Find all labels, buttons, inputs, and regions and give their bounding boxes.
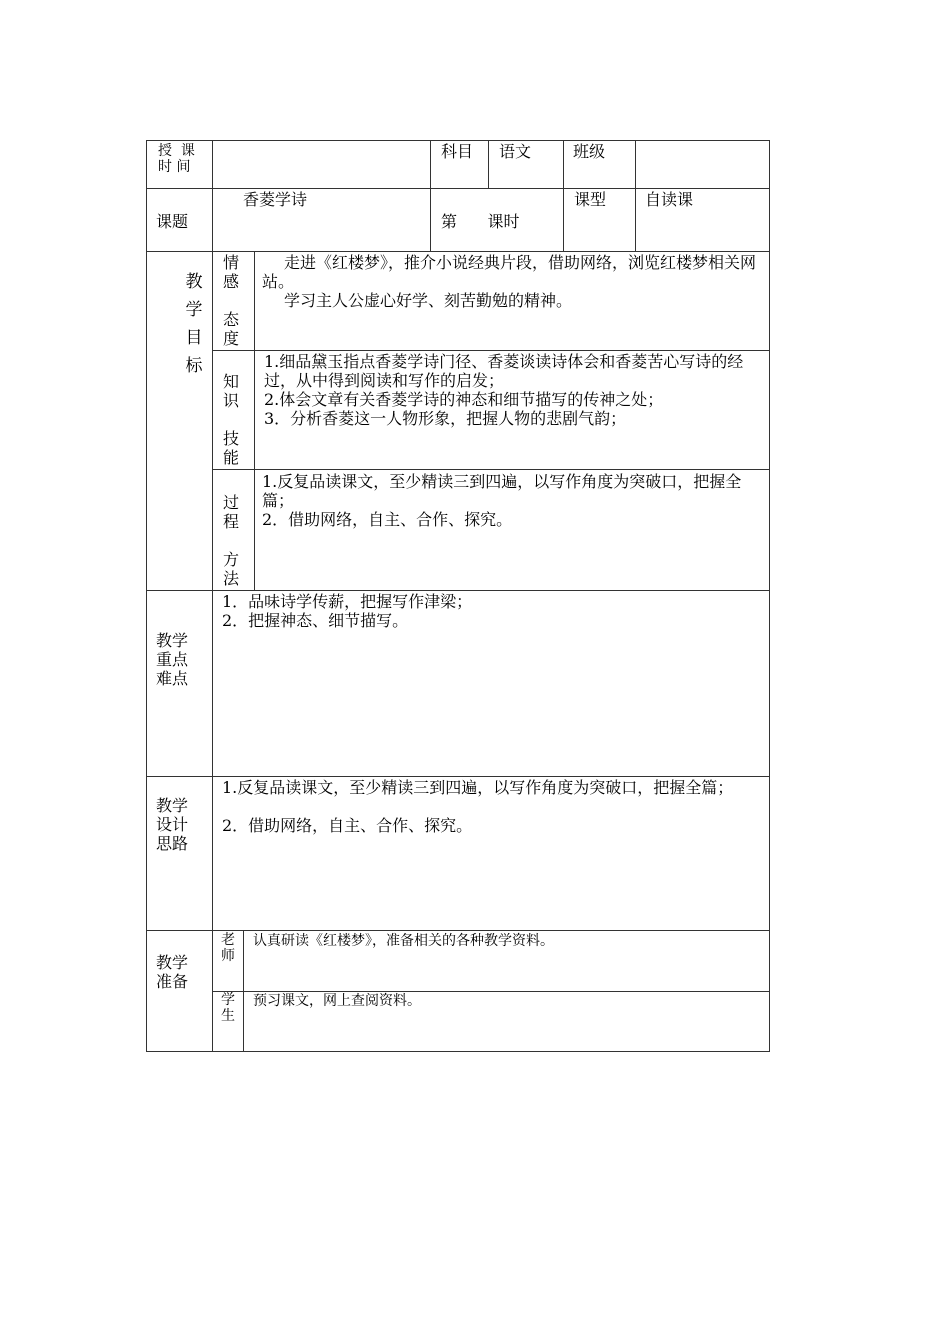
type-value: 自读课 (645, 190, 694, 209)
emotion-label: 情 感 态 度 (223, 253, 240, 348)
row-divider (146, 188, 770, 189)
goals-label-char: 标 (185, 356, 203, 376)
key-points-item1: 1．品味诗学传薪，把握写作津梁； (222, 592, 473, 611)
table-border (769, 140, 770, 1052)
topic-value: 香菱学诗 (243, 190, 308, 209)
table-border (146, 140, 770, 141)
emotion-line2: 学习主人公虚心好学、刻苦勤勉的精神。 (284, 291, 573, 310)
row-divider (146, 251, 770, 252)
col-divider (563, 140, 564, 251)
design-item1: 1.反复品读课文，至少精读三到四遍，以写作角度为突破口，把握全篇； (222, 778, 734, 797)
row-divider (146, 776, 770, 777)
knowledge-item2: 2.体会文章有关香菱学诗的神态和细节描写的传神之处； (264, 390, 664, 409)
teacher-label: 老 师 (221, 932, 235, 964)
time-label: 授 课 时 间 (158, 143, 195, 175)
process-item1: 1.反复品读课文，至少精读三到四遍，以写作角度为突破口，把握全篇； (262, 472, 742, 510)
knowledge-item1: 1.细品黛玉指点香菱学诗门径、香菱谈读诗体会和香菱苦心写诗的经过，从中得到阅读和写作的启发； (264, 352, 744, 390)
period-text: 第 课时 (441, 212, 520, 231)
knowledge-item3: 3．分析香菱这一人物形象，把握人物的悲剧气韵； (264, 409, 627, 428)
col-divider (243, 930, 244, 1051)
design-label: 教学 设计 思路 (156, 796, 189, 853)
process-item2: 2．借助网络，自主、合作、探究。 (262, 510, 513, 529)
emotion-line1: 走进《红楼梦》，推介小说经典片段，借助网络，浏览红楼梦相关网站。 (262, 253, 757, 291)
col-divider (430, 140, 431, 251)
class-label: 班级 (573, 142, 606, 161)
prep-label: 教学 准备 (156, 953, 189, 991)
table-border (146, 140, 147, 1052)
student-label: 学 生 (221, 992, 235, 1024)
goals-label-char: 目 (185, 328, 203, 348)
row-divider (146, 930, 770, 931)
knowledge-label: 知 识 技 能 (223, 372, 240, 467)
row-divider (212, 991, 770, 992)
lesson-plan-table (146, 140, 770, 1052)
row-divider (212, 350, 770, 351)
design-item2: 2．借助网络，自主、合作、探究。 (222, 816, 473, 835)
subject-label: 科目 (441, 142, 474, 161)
goals-label (184, 268, 204, 380)
process-label: 过 程 方 法 (223, 493, 240, 588)
table-border (146, 1051, 770, 1052)
row-divider (146, 590, 770, 591)
topic-label: 课题 (156, 212, 189, 231)
col-divider (212, 140, 213, 1052)
key-points-item2: 2．把握神态、细节描写。 (222, 611, 409, 630)
goals-label-char: 学 (185, 300, 203, 320)
row-divider (212, 469, 770, 470)
col-divider (254, 251, 255, 590)
subject-value: 语文 (499, 142, 532, 161)
type-label: 课型 (574, 190, 607, 209)
key-points-label: 教学 重点 难点 (156, 631, 189, 688)
col-divider (488, 140, 489, 188)
col-divider (635, 140, 636, 251)
teacher-text: 认真研读《红楼梦》，准备相关的各种教学资料。 (253, 933, 554, 949)
student-text: 预习课文，网上查阅资料。 (253, 993, 421, 1009)
goals-label-char: 教 (185, 272, 203, 292)
